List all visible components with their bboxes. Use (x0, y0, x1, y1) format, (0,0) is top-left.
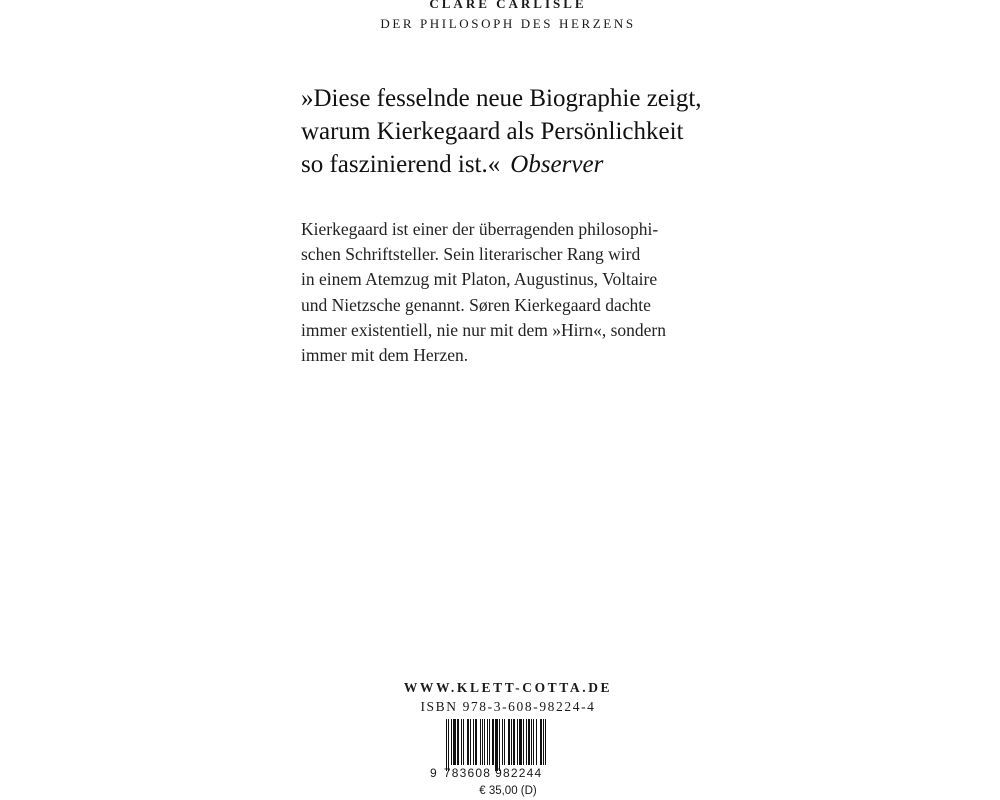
barcode-digit-group-left: 783608 (443, 766, 492, 780)
barcode-bar (470, 719, 471, 765)
barcode-bar (482, 719, 483, 765)
blurb-line: immer existentiell, nie nur mit dem »Hirn«, sondern (301, 319, 666, 340)
barcode-bar (540, 719, 542, 765)
blurb-line: Kierkegaard ist einer der überragenden philosophi- (301, 219, 659, 239)
barcode-bar (446, 719, 447, 771)
barcode-bar (526, 719, 527, 765)
barcode-bar (463, 719, 464, 765)
barcode-bar (489, 719, 490, 765)
quote-line-last (301, 148, 731, 181)
press-quote (301, 82, 731, 181)
blurb-line: in einem Atemzug mit Platon, Augustinus, Voltaire (301, 269, 658, 290)
book-title: DER PHILOSOPH DES HERZENS (380, 16, 636, 31)
barcode-bar (457, 719, 459, 765)
blurb-line: und Nietzsche genannt. Søren Kierkegaard dachte (301, 294, 651, 315)
barcode-digit-group-right: 982244 (495, 766, 543, 780)
quote-source: Observer (510, 151, 604, 178)
barcode-bar (473, 719, 474, 765)
barcode-bar (517, 719, 518, 765)
barcode-bar (492, 719, 494, 765)
barcode-bar (531, 719, 532, 765)
barcode-bar (523, 719, 524, 765)
barcode-bar (511, 719, 512, 765)
barcode-bar (508, 719, 510, 765)
barcode-bar (451, 719, 452, 765)
author-name: CLARE CARLISLE (429, 0, 587, 11)
barcode-bar (502, 719, 503, 765)
blurb-line: immer mit dem Herzen. (301, 345, 469, 366)
barcode-bar (448, 719, 449, 771)
barcode-bar (545, 719, 546, 765)
barcode-bar (484, 719, 485, 765)
barcode-image (446, 719, 578, 771)
quote-line-text: so faszinierend ist.« (301, 151, 501, 178)
blurb-text (301, 217, 721, 368)
barcode-bar (528, 719, 530, 765)
price: € 35,00 (D) (479, 785, 537, 797)
barcode-bar (475, 719, 477, 765)
publisher-website: WWW.KLETT-COTTA.DE (403, 680, 613, 695)
barcode-bar (461, 719, 462, 765)
barcode-digits (430, 766, 580, 780)
barcode-bar (519, 719, 522, 765)
isbn-number: ISBN 978-3-608-98224-4 (420, 699, 596, 714)
barcode-bar (533, 719, 534, 765)
barcode-bar (536, 719, 537, 765)
barcode-bar (487, 719, 488, 765)
barcode-bar (499, 719, 500, 771)
barcode-digit-first: 9 (430, 766, 438, 780)
barcode-bar (495, 719, 498, 771)
barcode-bar (453, 719, 456, 765)
barcode-bar (480, 719, 481, 765)
barcode-bar (543, 719, 544, 765)
quote-line: »Diese fesselnde neue Biographie zeigt, (301, 85, 702, 112)
barcode-bar (467, 719, 469, 765)
blurb-line: schen Schriftsteller. Sein literarischer Rang wird (301, 244, 641, 265)
quote-line: warum Kierkegaard als Persönlichkeit (301, 118, 684, 145)
barcode-bar (513, 719, 515, 765)
barcode-bar (504, 719, 505, 765)
